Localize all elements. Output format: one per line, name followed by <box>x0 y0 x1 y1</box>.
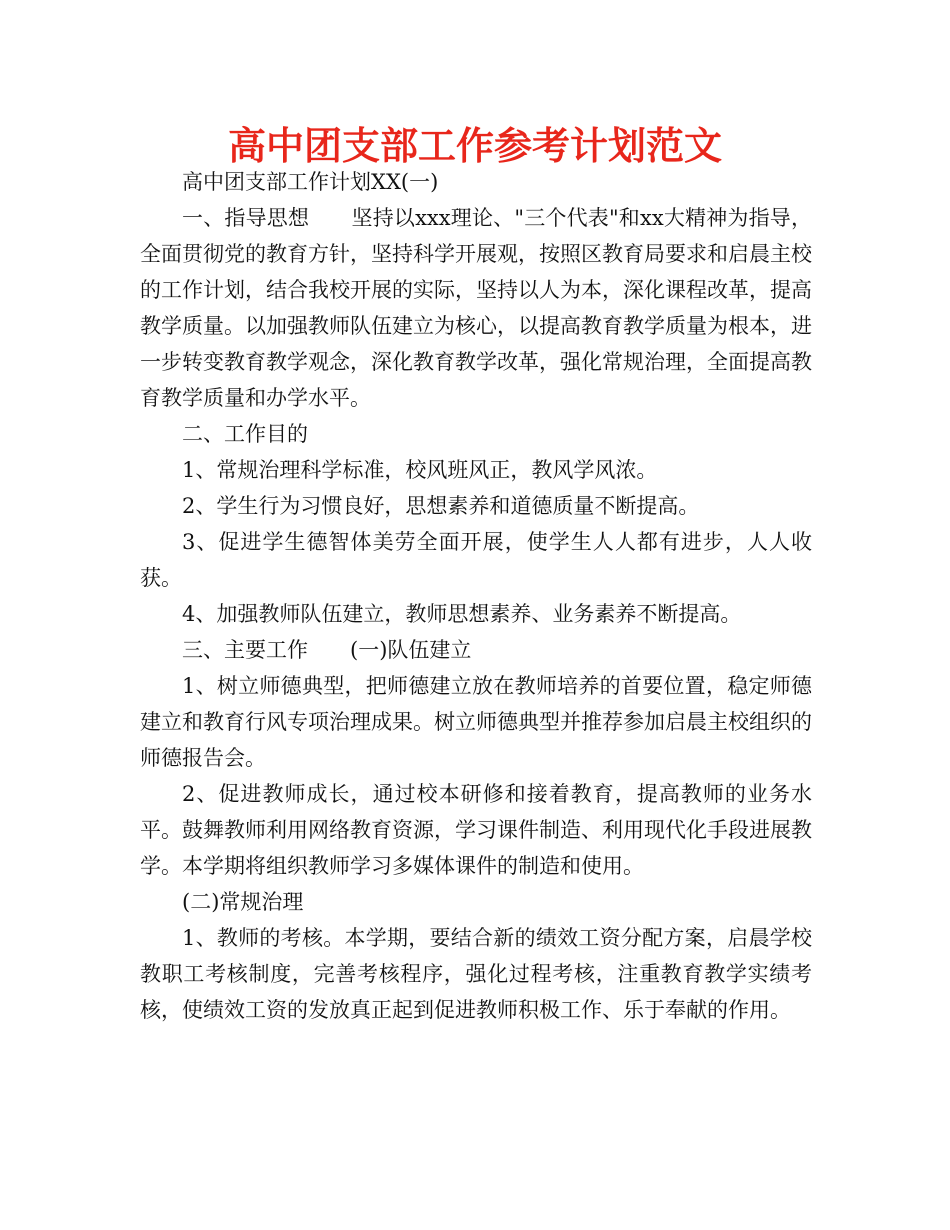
routine-management-heading: (二)常规治理 <box>182 890 304 914</box>
team-item-1: 1、树立师德典型，把师德建立放在教师培养的首要位置，稳定师德建立和教育行风专项治理成果。树立师德典型并推荐参加启晨主校组织的师德报告会。 <box>140 674 812 770</box>
plan-heading: 高中团支部工作计划XX(一) <box>182 170 439 194</box>
work-goals-heading: 二、工作目的 <box>182 422 308 446</box>
team-item-2: 2、促进教师成长，通过校本研修和接着教育，提高教师的业务水平。鼓舞教师利用网络教育资源，学习课件制造、利用现代化手段进展教学。本学期将组织教师学习多媒体课件的制造和使用。 <box>140 782 812 878</box>
main-work-heading: 三、主要工作 (一)队伍建立 <box>182 638 472 662</box>
document-title: 高中团支部工作参考计划范文 <box>227 124 722 168</box>
goal-item-2: 2、学生行为习惯良好，思想素养和道德质量不断提高。 <box>182 494 700 518</box>
goal-item-4: 4、加强教师队伍建立，教师思想素养、业务素养不断提高。 <box>182 602 742 626</box>
goal-item-1: 1、常规治理科学标准，校风班风正，教风学风浓。 <box>182 458 658 482</box>
goal-item-3: 3、促进学生德智体美劳全面开展，使学生人人都有进步，人人收获。 <box>140 530 812 590</box>
guiding-ideology-paragraph: 一、指导思想 坚持以xxx理论、"三个代表"和xx大精神为指导，全面贯彻党的教育方针，坚持科学开展观，按照区教育局要求和启晨主校的工作计划，结合我校开展的实际，坚持以人为本，深化课程改革，提高教学质量。以加强教师队伍建立为核心，以提高教育教学质量为根本，进一步转变教育教学观念，深化教育教学改革，强化常规治理，全面提高教育教学质量和办学水平。 <box>140 206 812 410</box>
routine-item-1: 1、教师的考核。本学期，要结合新的绩效工资分配方案，启晨学校教职工考核制度，完善考核程序，强化过程考核，注重教育教学实绩考核，使绩效工资的发放真正起到促进教师积极工作、乐于奉献的作用。 <box>140 926 812 1022</box>
document-body <box>140 164 812 1028</box>
